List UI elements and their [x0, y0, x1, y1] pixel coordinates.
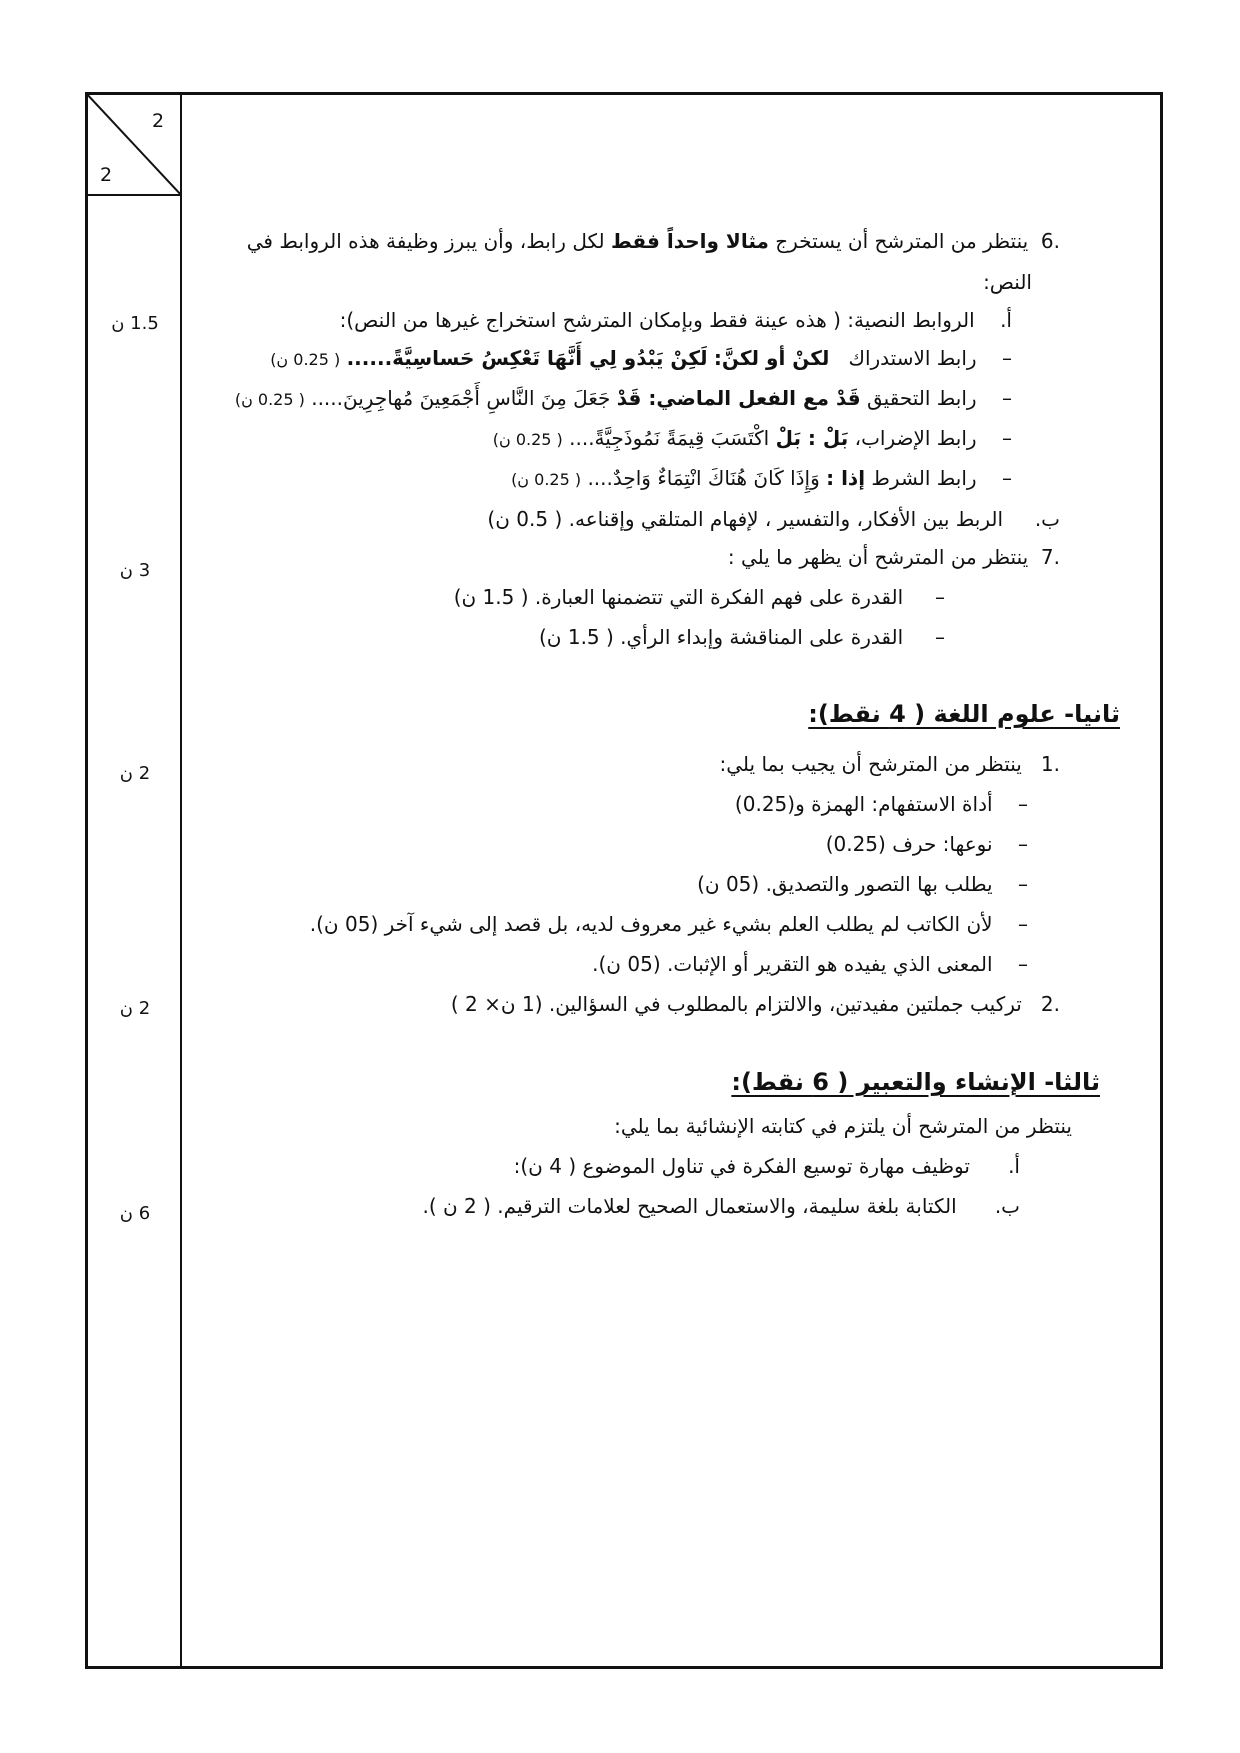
- section-2-heading: ثانيا- علوم اللغة ( 4 نقط):: [808, 700, 1120, 728]
- page-total: 2: [100, 164, 113, 186]
- essay-intro: ينتظر من المترشح أن يلتزم في كتابته الإنشائية بما يلي:: [614, 1114, 1072, 1138]
- mark-lang-2: 2 ن: [119, 998, 151, 1019]
- mark-essay: 6 ن: [119, 1203, 151, 1224]
- essay-item: ب. الكتابة بلغة سليمة، والاستعمال الصحيح لعلامات الترقيم. ( 2 ن ).: [422, 1194, 1020, 1218]
- q7-item: – القدرة على فهم الفكرة التي تتضمنها العبارة. ( 1.5 ن): [453, 585, 945, 609]
- q6-b: ب. الربط بين الأفكار، والتفسير ، لإفهام المتلقي وإقناعه. ( 0.5 ن): [487, 507, 1060, 531]
- q6-a-item: – رابط الشرط إذا : وَإِذَا كَانَ هُنَاكَ انْتِمَاءٌ وَاحِدٌ.... ( 0.25 ن): [511, 466, 1012, 490]
- q7-number: .7: [1040, 545, 1060, 569]
- q7-line: .7 ينتظر من المترشح أن يظهر ما يلي :: [727, 545, 1060, 569]
- q6-line-1: .6 ينتظر من المترشح أن يستخرج مثالا واحداً فقط لكل رابط، وأن يبرز وظيفة هذه الروابط في: [246, 229, 1060, 253]
- q6-line-2: النص:: [983, 270, 1032, 294]
- mark-q7: 3 ن: [119, 560, 151, 581]
- essay-item: أ. توظيف مهارة توسيع الفكرة في تناول الموضوع ( 4 ن):: [513, 1154, 1020, 1178]
- lang-q1-item: – أداة الاستفهام: الهمزة و(0.25): [734, 792, 1028, 816]
- answer-content: [200, 0, 1120, 1753]
- mark-q6: 1.5 ن: [111, 313, 159, 334]
- q6-a-intro: أ. الروابط النصية: ( هذه عينة فقط وبإمكان المترشح استخراج غيرها من النص):: [339, 308, 1012, 332]
- section-3-heading: ثالثا- الإنشاء والتعبير ( 6 نقط):: [731, 1068, 1100, 1096]
- q6-a-item: – رابط التحقيق قَدْ مع الفعل الماضي: قَدْ جَعَلَ مِنَ النَّاسِ أَجْمَعِينَ مُهاجِرِينَ..... ( 0.25 ن): [234, 386, 1012, 410]
- lang-q1-line: .1 ينتظر من المترشح أن يجيب بما يلي:: [719, 752, 1060, 776]
- lang-q1-item: – نوعها: حرف (0.25): [825, 832, 1028, 856]
- mark-lang-1: 2 ن: [119, 763, 151, 784]
- lang-q2-line: .2 تركيب جملتين مفيدتين، والالتزام بالمطلوب في السؤالين. (1 ن× 2 ): [450, 992, 1060, 1016]
- lang-q1-item: – لأن الكاتب لم يطلب العلم بشيء غير معروف لديه، بل قصد إلى شيء آخر (05 ن).: [309, 912, 1028, 936]
- q6-a-item: – رابط الاستدراك لكنْ أو لكنَّ: لَكِنْ يَبْدُو لِي أَنَّهَا تَعْكِسُ حَساسِيَّةً...... ( 0.25 ن): [270, 346, 1012, 370]
- lang-q1-item: – المعنى الذي يفيده هو التقرير أو الإثبات. (05 ن).: [592, 952, 1028, 976]
- q7-item: – القدرة على المناقشة وإبداء الرأي. ( 1.5 ن): [538, 625, 945, 649]
- lang-q1-item: – يطلب بها التصور والتصديق. (05 ن): [697, 872, 1028, 896]
- page-current: 2: [152, 110, 165, 132]
- q6-number: .6: [1040, 229, 1060, 253]
- q6-a-item: – رابط الإضراب، بَلْ : بَلْ اكْتَسَبَ قِيمَةً نَمُوذَجِيَّةً.... ( 0.25 ن): [492, 426, 1012, 450]
